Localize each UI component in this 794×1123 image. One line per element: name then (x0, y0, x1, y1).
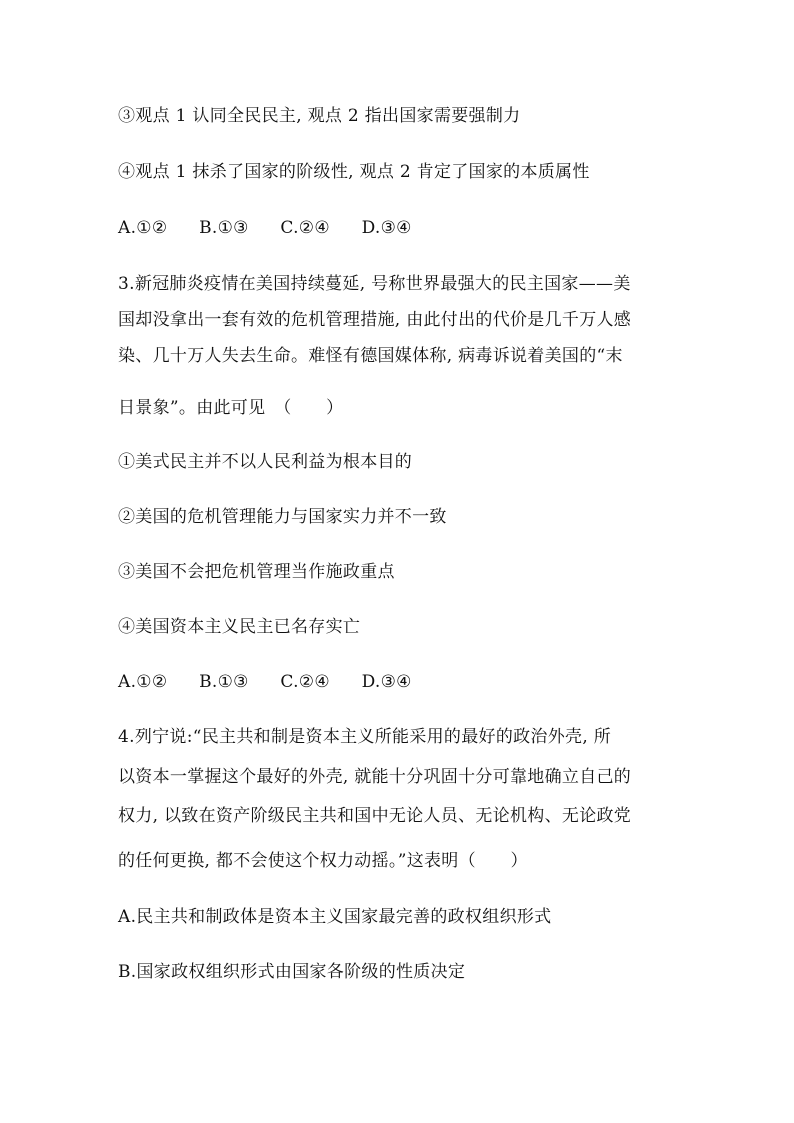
q4-stem-line-1: 4.列宁说:“民主共和制是资本主义所能采用的最好的政治外壳, 所 (118, 727, 612, 747)
q2-option-d: D.③④ (361, 218, 412, 238)
q3-stem-line-1: 3.新冠肺炎疫情在美国持续蔓延, 号称世界最强大的民主国家——美 (118, 274, 631, 294)
q3-option-a: A.①② (118, 672, 168, 692)
q3-stem-line-4: 日景象”。由此可见 （ ） (118, 398, 344, 418)
q3-item-1: ①美式民主并不以人民利益为根本目的 (118, 452, 413, 472)
q2-option-b: B.①③ (199, 218, 249, 238)
q3-option-d: D.③④ (361, 672, 412, 692)
q2-option-a: A.①② (118, 218, 168, 238)
q3-option-b: B.①③ (199, 672, 249, 692)
q3-item-2: ②美国的危机管理能力与国家实力并不一致 (118, 507, 447, 527)
q3-item-3: ③美国不会把危机管理当作施政重点 (118, 562, 395, 582)
q4-stem-line-4: 的任何更换, 都不会使这个权力动摇。”这表明（ ） (118, 851, 528, 871)
q3-stem-line-3: 染、几十万人失去生命。难怪有德国媒体称, 病毒诉说着美国的“末 (118, 346, 623, 366)
q4-stem-line-3: 权力, 以致在资产阶级民主共和国中无论人员、无论机构、无论政党 (118, 806, 632, 826)
q2-item-4: ④观点 1 抹杀了国家的阶级性, 观点 2 肯定了国家的本质属性 (118, 162, 590, 182)
q4-option-a: A.民主共和制政体是资本主义国家最完善的政权组织形式 (118, 907, 552, 927)
q2-option-c: C.②④ (280, 218, 330, 238)
q2-item-3: ③观点 1 认同全民民主, 观点 2 指出国家需要强制力 (118, 106, 521, 126)
q3-item-4: ④美国资本主义民主已名存实亡 (118, 617, 361, 637)
q4-option-b: B.国家政权组织形式由国家各阶级的性质决定 (118, 962, 466, 982)
q4-stem-line-2: 以资本一掌握这个最好的外壳, 就能十分巩固十分可靠地确立自己的 (118, 767, 632, 787)
q3-stem-line-2: 国却没拿出一套有效的危机管理措施, 由此付出的代价是几千万人感 (118, 310, 632, 330)
q3-option-c: C.②④ (280, 672, 330, 692)
q2-options (118, 218, 678, 238)
q3-options (118, 672, 678, 692)
